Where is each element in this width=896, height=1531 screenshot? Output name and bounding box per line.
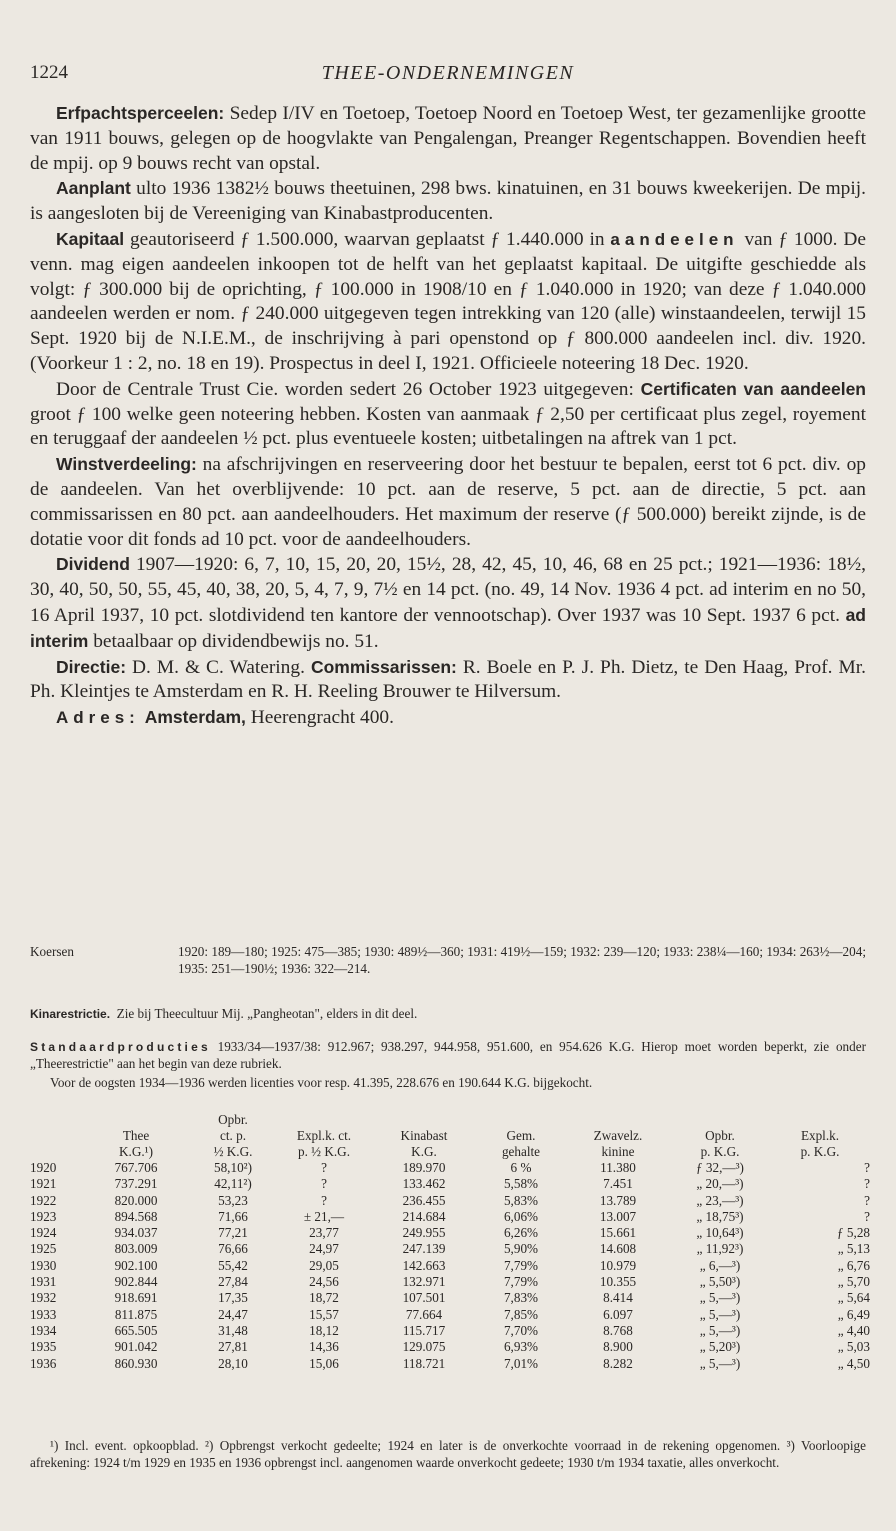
table-cell: 53,23 — [218, 1192, 248, 1208]
table-cell: 1921 — [30, 1176, 57, 1192]
table-cell: 77,21 — [218, 1225, 248, 1241]
table-cell: ? — [864, 1176, 870, 1192]
table-cell: 13.789 — [599, 1192, 637, 1208]
company-description — [30, 101, 866, 731]
table-header-cell: Zwavelz. kinine — [593, 1128, 643, 1159]
table-cell: 1925 — [30, 1241, 57, 1257]
table-cell: 902.100 — [114, 1257, 158, 1273]
table-row — [30, 1274, 870, 1290]
table-cell: „ 5,03 — [837, 1339, 870, 1355]
table-cell: ? — [321, 1192, 327, 1208]
table-cell: 737.291 — [114, 1176, 158, 1192]
winst-text: na afschrijvingen en reserveering door het bestuur te bepalen, eerst tot 6 pct. div. op de aandeelen. Van het overblijvende: 10 pct. aan de reserve, 5 pct. aan de directie, 5 pct. aan commissarissen en 80 pct. aan aandeelhouders. Het maximum der reserve (ƒ 500.000) bereikt zijnde, is de dotatie voor dit fonds ad 10 pct. voor de aandeelhouders. — [30, 454, 866, 550]
table-cell: 7,83% — [503, 1290, 539, 1306]
directie-paragraph — [30, 655, 866, 706]
table-cell: „ 5,—³) — [699, 1355, 741, 1371]
table-cell: 11.380 — [600, 1160, 636, 1175]
table-cell: 132.971 — [402, 1274, 446, 1290]
table-cell: 17,35 — [218, 1290, 248, 1306]
table-cell: 249.955 — [402, 1225, 446, 1241]
table-cell: 14,36 — [309, 1339, 339, 1355]
table-cell: 10.355 — [599, 1274, 637, 1290]
aandeelen-spaced: aandeelen — [610, 229, 739, 249]
table-cell: 18,72 — [309, 1290, 339, 1306]
table-cell: 8.282 — [603, 1355, 633, 1371]
table-cell: 5,83% — [503, 1192, 539, 1208]
table-cell: 811.875 — [114, 1306, 158, 1322]
table-header-cell: Opbr. p. K.G. — [700, 1128, 740, 1159]
kapitaal-label: Kapitaal — [56, 228, 125, 249]
table-cell: „ 5,70 — [837, 1274, 870, 1290]
table-cell: „ 5,64 — [837, 1290, 870, 1306]
footnote-text: ¹) Incl. event. opkoopblad. ²) Opbrengst verkocht gedeelte; 1924 en later is de onverkochte voorraad in de rekening opgenomen. ³) Voorloopige afrekening: 1924 t/m 1929 en 1935 en 1936 opbrengst incl. aangenomen waarde onverkocht gedeete; 1930 t/m 1934 taxatie, alles onverkocht. — [30, 1438, 866, 1470]
table-header-cell: Expl.k. ct. p. ½ K.G. — [296, 1128, 352, 1159]
table-header-cell: Kinabast K.G. — [400, 1128, 448, 1159]
table-row — [30, 1356, 870, 1372]
table-cell: 894.568 — [114, 1208, 158, 1224]
table-row — [30, 1160, 870, 1176]
running-header — [30, 62, 866, 90]
table-cell: 6 % — [510, 1160, 532, 1175]
table-cell: 31,48 — [218, 1322, 248, 1338]
table-row — [30, 1339, 870, 1355]
koersen-block — [30, 944, 866, 978]
table-cell: 247.139 — [402, 1241, 446, 1257]
table-cell: 934.037 — [114, 1225, 158, 1241]
table-cell: „ 23,—³) — [696, 1192, 744, 1208]
table-cell: ? — [321, 1176, 327, 1192]
directie-text: D. M. & C. Watering. — [126, 656, 311, 678]
table-cell: 15,06 — [309, 1355, 339, 1371]
table-cell: 77.664 — [405, 1306, 443, 1322]
table-row — [30, 1307, 870, 1323]
table-cell: 7,79% — [503, 1257, 539, 1273]
table-cell: 902.844 — [114, 1274, 158, 1290]
dividend-text-1: 1907—1920: 6, 7, 10, 15, 20, 20, 15½, 28, 42, 45, 10, 46, 68 en 25 pct.; 1921—1936: 18½, 30, 40, 50, 50, 55, 45, 40, 38, 20, 5, 4, 7, 9, 7½ en 14 pct. (no. 49, 14 Nov. 1936 4 pct. ad interim en no 50, 16 April 1937, 10 pct. slotdividend ten kantore der vennootschap). Over 1937 was 10 Sept. 1937 6 pct. — [30, 554, 866, 626]
table-row — [30, 1290, 870, 1306]
erfpacht-label: Erfpachtsperceelen: — [56, 103, 225, 123]
kapitaal-text-2: van ƒ 1000. De venn. mag eigen aandeelen inkoopen tot de helft van het geplaatst kapitaal. De uitgifte geschiedde als volgt: ƒ 300.000 bij de oprichting, ƒ 100.000 in 1908/10 en ƒ 1.040.000 in 1920; van deze ƒ 1.040.000 aandeelen werden er nom. ƒ 240.000 uitgegeven tegen intrekking van 120 (alle) winstaandeelen, terwijl 15 Sept. 1920 bij de N.I.E.M., de inschrijving à pari openstond op ƒ 800.000 aandeelen incl. div. 1920. (Voorkeur 1 : 2, no. 18 en 19). Prospectus in deel I, 1921. Officieele noteering 18 Dec. 1920. — [30, 228, 867, 374]
table-row — [30, 1209, 870, 1225]
table-row — [30, 1225, 870, 1241]
table-cell: ? — [321, 1160, 327, 1175]
table-body — [30, 1160, 870, 1372]
ad-interim-label: ad interim — [30, 604, 866, 651]
table-row — [30, 1193, 870, 1209]
table-cell: 118.721 — [402, 1355, 446, 1371]
table-cell: 918.691 — [114, 1290, 158, 1306]
table-cell: 7.451 — [603, 1176, 633, 1192]
table-cell: 1935 — [30, 1339, 57, 1355]
erfpacht-paragraph — [30, 101, 866, 176]
table-row — [30, 1241, 870, 1257]
table-cell: „ 6,76 — [837, 1257, 870, 1273]
table-cell: 803.009 — [114, 1241, 158, 1257]
table-cell: ? — [864, 1160, 870, 1175]
table-cell: „ 4,40 — [837, 1322, 870, 1338]
table-cell: 8.414 — [603, 1290, 633, 1306]
table-cell: 1933 — [30, 1306, 57, 1322]
table-cell: 15,57 — [309, 1306, 339, 1322]
table-header-cell: Opbr. ct. p. ½ K.G. — [213, 1112, 253, 1159]
table-cell: „ 18,75³) — [696, 1208, 744, 1224]
table-cell: 901.042 — [114, 1339, 158, 1355]
table-cell: ? — [864, 1208, 870, 1224]
table-cell: 6,26% — [503, 1225, 539, 1241]
table-cell: 6,93% — [503, 1339, 539, 1355]
table-cell: 27,81 — [218, 1339, 248, 1355]
koersen-text: 1920: 189—180; 1925: 475—385; 1930: 489½—360; 1931: 419½—159; 1932: 239—120; 1933: 238¼—160; 1934: 263½—204; 1935: 251—190½; 1936: 322—214. — [178, 944, 866, 976]
table-cell: „ 5,—³) — [699, 1290, 741, 1306]
table-cell: 58,10²) — [213, 1160, 253, 1175]
table-cell: 24,97 — [309, 1241, 339, 1257]
table-cell: 1932 — [30, 1290, 57, 1306]
aanplant-text: ulto 1936 1382½ bouws theetuinen, 298 bws. kinatuinen, en 31 bouws kweekerijen. De mpij. is aangesloten bij de Vereeniging van Kinabastproducenten. — [30, 178, 866, 225]
table-cell: ± 21,— — [303, 1208, 345, 1224]
kinarestrictie-label: Kinarestrictie. — [30, 1007, 111, 1021]
table-cell: ? — [864, 1192, 870, 1208]
aanplant-paragraph — [30, 176, 866, 227]
table-cell: 6,06% — [503, 1208, 539, 1224]
trust-text-2: groot ƒ 100 welke geen noteering hebben. Kosten van aanmaak ƒ 2,50 per certificaat plus zegel, royement en teruggaaf der aandeelen ½ pct. plus eventueele kosten; uitbetalingen na aftrek van 1 pct. — [30, 403, 866, 450]
directie-label: Directie: — [56, 656, 127, 677]
commissarissen-label: Commissarissen: — [310, 656, 457, 677]
table-row — [30, 1176, 870, 1192]
table-cell: 15.661 — [599, 1225, 637, 1241]
table-cell: „ 6,—³) — [699, 1257, 741, 1273]
table-cell: 189.970 — [402, 1160, 446, 1175]
kapitaal-paragraph — [30, 227, 866, 377]
adres-label: Adres: — [56, 708, 140, 728]
production-table — [30, 1112, 870, 1372]
erfpacht-text: Sedep I/IV en Toetoep, Toetoep Noord en Toetoep West, ter gezamenlijke grootte van 1911 bouws, gelegen op de hoogvlakte van Pengalengan, Preanger Regentschappen. Bovendien heeft de mpij. op 9 bouws recht van opstal. — [30, 103, 866, 174]
table-cell: 24,47 — [218, 1306, 248, 1322]
table-cell: 5,58% — [503, 1176, 539, 1192]
table-cell: „ 4,50 — [837, 1355, 870, 1371]
kinarestrictie-text: Zie bij Theecultuur Mij. „Pangheotan", elders in dit deel. — [116, 1006, 418, 1021]
certificaten-label: Certificaten van aandeelen — [640, 378, 867, 399]
koersen-label: Koersen — [30, 944, 74, 959]
table-cell: 107.501 — [402, 1290, 446, 1306]
table-cell: 7,01% — [503, 1355, 539, 1371]
table-cell: 28,10 — [218, 1355, 248, 1371]
standaard-label: Standaardproducties — [30, 1040, 211, 1054]
table-cell: 1924 — [30, 1225, 57, 1241]
table-cell: 7,85% — [503, 1306, 539, 1322]
table-cell: 236.455 — [402, 1192, 446, 1208]
table-cell: 1922 — [30, 1192, 57, 1208]
table-row — [30, 1258, 870, 1274]
table-cell: „ 11,92³) — [696, 1241, 744, 1257]
table-cell: „ 5,—³) — [699, 1322, 741, 1338]
table-cell: 42,11²) — [214, 1176, 252, 1192]
table-cell: 1930 — [30, 1257, 57, 1273]
adres-paragraph — [30, 705, 866, 731]
page-number: 1224 — [30, 62, 68, 83]
table-cell: 860.930 — [114, 1355, 158, 1371]
page-title: THEE-ONDERNEMINGEN — [321, 62, 575, 84]
table-cell: 133.462 — [402, 1176, 446, 1192]
table-header-cell: Gem. gehalte — [501, 1128, 541, 1159]
table-cell: ƒ 5,28 — [837, 1225, 870, 1241]
table-cell: 1936 — [30, 1355, 57, 1371]
table-cell: 129.075 — [402, 1339, 446, 1355]
table-cell: 820.000 — [114, 1192, 158, 1208]
table-cell: 14.608 — [599, 1241, 637, 1257]
table-cell: 71,66 — [218, 1208, 248, 1224]
table-cell: 7,79% — [503, 1274, 539, 1290]
table-cell: 27,84 — [218, 1274, 248, 1290]
table-header-row — [30, 1112, 870, 1160]
kinarestrictie-block — [30, 1006, 866, 1023]
table-cell: 214.684 — [402, 1208, 446, 1224]
table-cell: „ 5,20³) — [699, 1339, 741, 1355]
table-cell: „ 20,—³) — [696, 1176, 744, 1192]
table-cell: 18,12 — [309, 1322, 339, 1338]
table-cell: „ 5,50³) — [699, 1274, 741, 1290]
winst-paragraph — [30, 452, 866, 552]
dividend-paragraph — [30, 552, 866, 654]
dividend-label: Dividend — [56, 554, 130, 575]
adres-city: Amsterdam, — [144, 707, 246, 728]
table-cell: 7,70% — [503, 1322, 539, 1338]
table-cell: 665.505 — [114, 1322, 158, 1338]
table-cell: „ 5,—³) — [699, 1306, 741, 1322]
oogsten-line: Voor de oogsten 1934—1936 werden licenties voor resp. 41.395, 228.676 en 190.644 K.G. bijgekocht. — [50, 1075, 593, 1090]
table-cell: 1934 — [30, 1322, 57, 1338]
table-cell: 115.717 — [402, 1322, 446, 1338]
dividend-text-2: betaalbaar op dividendbewijs no. 51. — [88, 630, 379, 652]
standaard-text: 1933/34—1937/38: 912.967; 938.297, 944.958, 951.600, en 954.626 K.G. Hierop moet worden beperkt, zie onder „Theerestrictie" aan het begin van deze rubriek. — [30, 1039, 866, 1071]
table-row — [30, 1323, 870, 1339]
table-cell: „ 10,64³) — [696, 1225, 744, 1241]
commissarissen-text: R. Boele en P. J. Ph. Dietz, te Den Haag, Prof. Mr. Ph. Kleintjes te Amsterdam en R. H. Reeling Brouwer te Hilversum. — [30, 656, 866, 703]
table-cell: 10.979 — [599, 1257, 637, 1273]
table-cell: 24,56 — [309, 1274, 339, 1290]
aanplant-label: Aanplant — [56, 178, 131, 199]
table-cell: 55,42 — [218, 1257, 248, 1273]
table-cell: 76,66 — [218, 1241, 248, 1257]
table-cell: 142.663 — [402, 1257, 446, 1273]
winst-label: Winstverdeeling: — [56, 454, 197, 475]
footnotes — [30, 1438, 866, 1472]
table-cell: „ 6,49 — [837, 1306, 870, 1322]
table-cell: 5,90% — [503, 1241, 539, 1257]
table-cell: 29,05 — [309, 1257, 339, 1273]
table-cell: 1920 — [30, 1160, 57, 1175]
table-cell: 1923 — [30, 1208, 57, 1224]
table-cell: 1931 — [30, 1274, 57, 1290]
table-header-cell: Expl.k. p. K.G. — [800, 1128, 840, 1159]
trust-paragraph — [30, 377, 866, 452]
table-cell: 767.706 — [114, 1160, 158, 1175]
table-cell: 23,77 — [309, 1225, 339, 1241]
table-cell: ƒ 32,—³) — [696, 1160, 744, 1175]
adres-street: Heerengracht 400. — [245, 707, 394, 729]
table-cell: 6.097 — [603, 1306, 633, 1322]
trust-text-1: Door de Centrale Trust Cie. worden sedert 26 October 1923 uitgegeven: — [56, 378, 641, 400]
table-header-cell: Thee K.G.¹) — [119, 1128, 153, 1159]
table-header-cell — [30, 1112, 82, 1160]
table-cell: 8.900 — [603, 1339, 633, 1355]
standaard-block — [30, 1039, 866, 1073]
kapitaal-text-1: geautoriseerd ƒ 1.500.000, waarvan geplaatst ƒ 1.440.000 in — [124, 228, 611, 250]
table-cell: 8.768 — [603, 1322, 633, 1338]
table-cell: 13.007 — [599, 1208, 637, 1224]
table-cell: „ 5,13 — [837, 1241, 870, 1257]
